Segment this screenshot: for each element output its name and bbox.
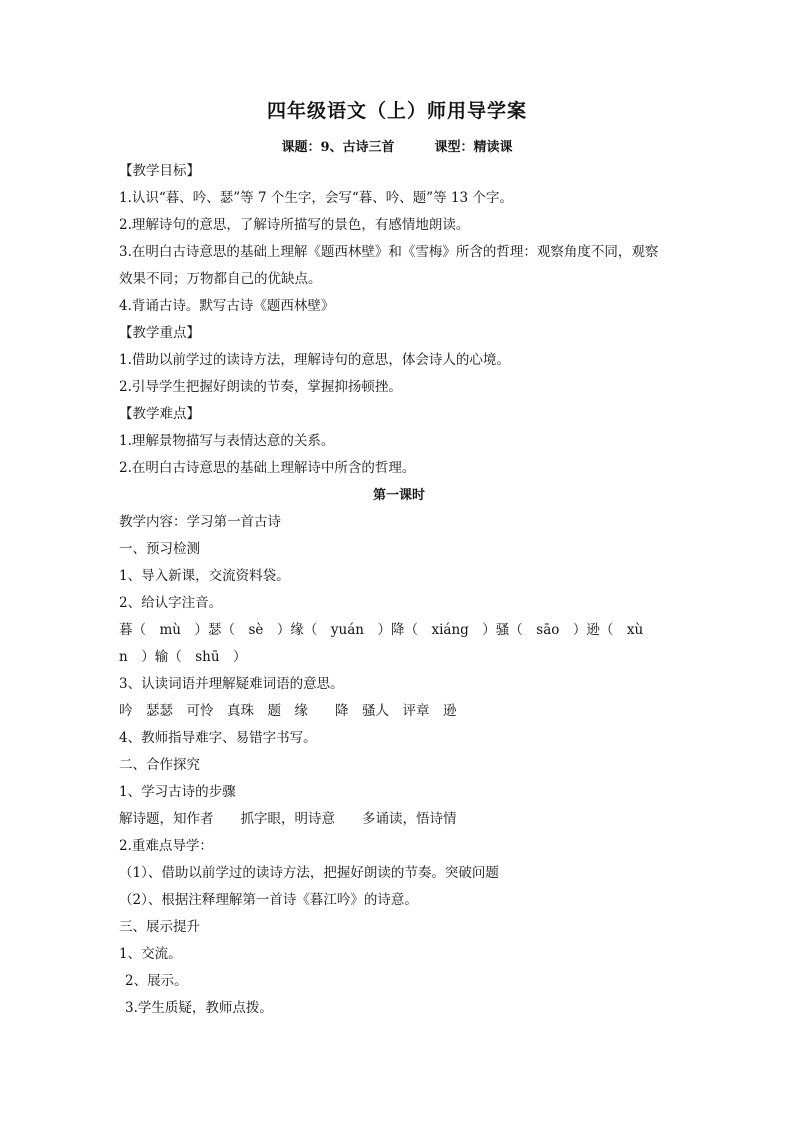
step-1-3: 3、认读词语并理解疑难词语的意思。: [119, 676, 344, 692]
key-point-2: 2.引导学生把握好朗读的节奏，掌握抑扬顿挫。: [119, 379, 402, 395]
part-1-heading: 一、预习检测: [119, 541, 200, 557]
section-header-key-points: 【教学重点】: [119, 325, 200, 341]
teaching-content: 教学内容：学习第一首古诗: [119, 514, 281, 530]
step-3-1: 1、交流。: [119, 946, 182, 962]
section-heading-first-lesson: 第一课时: [372, 488, 425, 503]
lesson-subtitle: [0, 136, 794, 155]
page-title: 四年级语文（上）师用导学案: [266, 100, 527, 122]
steps-row: 解诗题，知作者 抓字眼，明诗意 多诵读，悟诗情: [119, 811, 457, 827]
objective-3: 3.在明白古诗意思的基础上理解《题西林壁》和《雪梅》所含的哲理：观察角度不同，观察: [119, 244, 659, 260]
objective-4: 4.背诵古诗。默写古诗《题西林壁》: [119, 298, 335, 314]
step-2-2-a: （1）、借助以前学过的读诗方法，把握好朗读的节奏。突破问题: [119, 865, 499, 881]
objective-2: 2.理解诗句的意思，了解诗所描写的景色，有感情地朗读。: [119, 217, 470, 233]
words-row: 吟 瑟瑟 可怜 真珠 题 缘 降 骚人 评章 逊: [119, 703, 457, 719]
step-3-2: 2、展示。: [125, 973, 188, 989]
objective-3-cont: 效果不同；万物都自己的优缺点。: [119, 271, 322, 287]
step-3-3: 3.学生质疑，教师点拨。: [125, 1000, 273, 1016]
document-body: [119, 158, 679, 1022]
section-header-difficulties: 【教学难点】: [119, 406, 200, 422]
part-3-heading: 三、展示提升: [119, 919, 200, 935]
part-2-heading: 二、合作探究: [119, 757, 200, 773]
step-1-2: 2、给认字注音。: [119, 595, 223, 611]
difficulty-1: 1.理解景物描写与表情达意的关系。: [119, 433, 335, 449]
objective-1: 1.认识“暮、吟、瑟”等 7 个生字，会写“暮、吟、题”等 13 个字。: [119, 190, 513, 206]
key-point-1: 1.借助以前学过的读诗方法，理解诗句的意思，体会诗人的心境。: [119, 352, 510, 368]
step-2-2-b: （2）、根据注释理解第一首诗《暮江吟》的诗意。: [119, 892, 418, 908]
step-1-1: 1、导入新课，交流资料袋。: [119, 568, 290, 584]
lesson-topic: 课题：9、古诗三首: [281, 140, 395, 155]
step-2-2: 2.重难点导学：: [119, 838, 213, 854]
pinyin-row-2: n ）输（ shū ）: [119, 649, 247, 665]
section-header-objectives: 【教学目标】: [119, 163, 200, 179]
difficulty-2: 2.在明白古诗意思的基础上理解诗中所含的哲理。: [119, 460, 416, 476]
lesson-type: 课型：精读课: [434, 140, 513, 155]
step-2-1: 1、学习古诗的步骤: [119, 784, 236, 800]
pinyin-row-1: 暮（ mù ）瑟（ sè ）缘（ yuán ）降（ xiáng ）骚（ sāo ）逊（ xù: [119, 622, 644, 638]
step-1-4: 4、教师指导难字、易错字书写。: [119, 730, 317, 746]
